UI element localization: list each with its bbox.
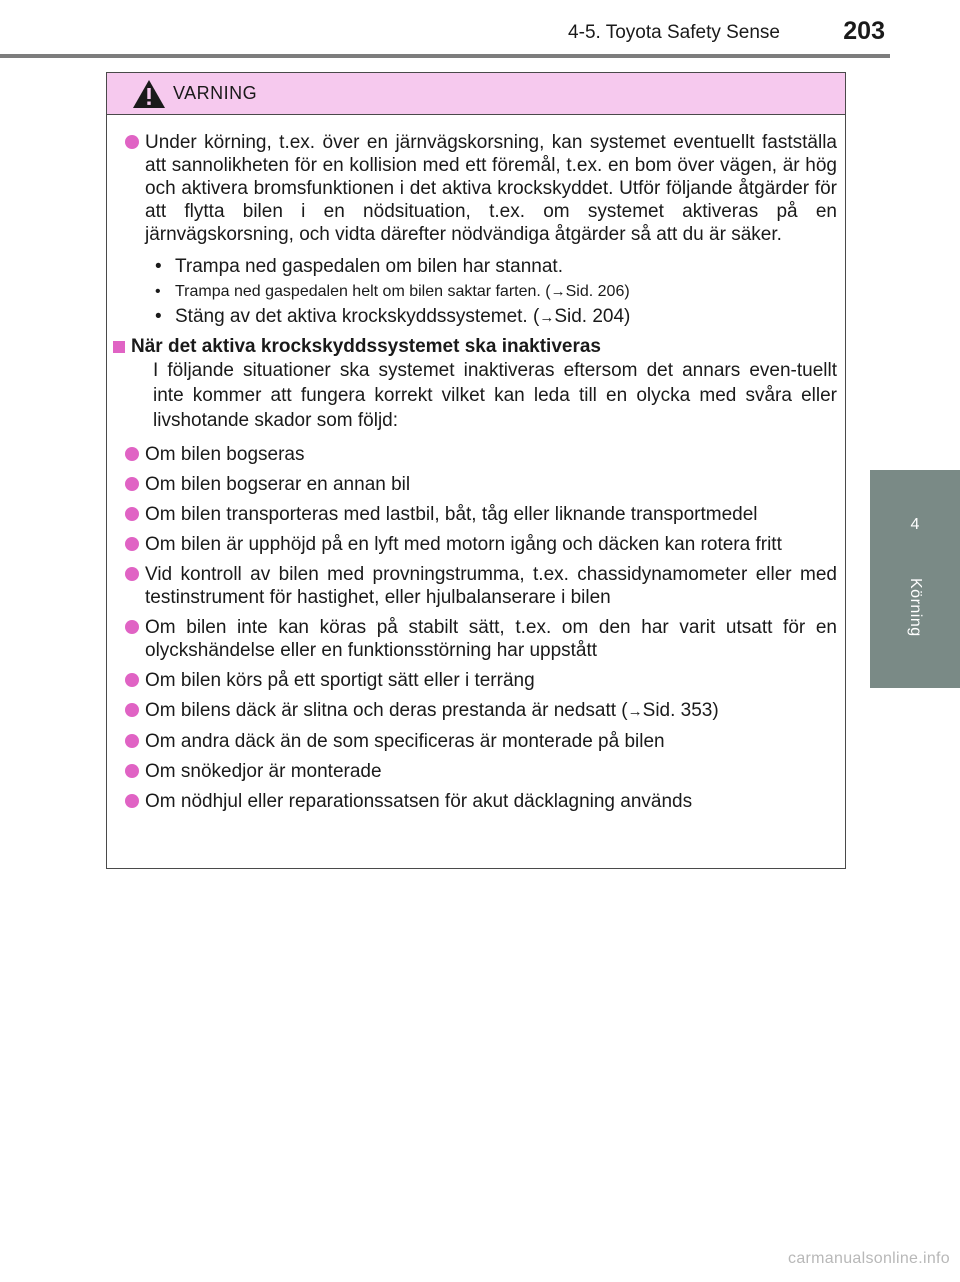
sub-item-text: Stäng av det aktiva krockskyddssystemet. ( xyxy=(175,306,540,327)
bullet-dot-icon xyxy=(125,507,139,521)
page-reference-link[interactable]: Sid. 204) xyxy=(554,306,631,327)
page-number: 203 xyxy=(843,17,885,45)
list-item xyxy=(113,533,837,556)
bullet-dot-icon xyxy=(125,477,139,491)
list-item xyxy=(113,669,837,692)
warning-triangle-icon xyxy=(131,78,167,110)
bullet-dot-icon xyxy=(125,447,139,461)
section-intro: I följande situationer ska systemet inaktiveras eftersom det annars even-tuellt inte kommer att fungera korrekt vilket kan leda till en olycka med svåra eller livshotande skador som följd: xyxy=(153,360,837,431)
bullet-dot-icon xyxy=(125,794,139,808)
arrow-right-icon: → xyxy=(550,283,566,300)
sub-list-item xyxy=(155,279,837,304)
item-text: Om nödhjul eller reparationssatsen för akut däcklagning används xyxy=(145,791,693,812)
page-reference-link[interactable]: Sid. 353) xyxy=(642,700,719,721)
bullet-dot-icon xyxy=(125,673,139,687)
section-heading-text: När det aktiva krockskyddssystemet ska inaktiveras xyxy=(131,336,601,357)
bullet-dot-icon xyxy=(125,734,139,748)
item-text: Om bilen körs på ett sportigt sätt eller i terräng xyxy=(145,670,535,691)
sub-bullet-icon: • xyxy=(155,283,161,300)
chapter-label-wrap xyxy=(870,578,960,658)
watermark: carmanualsonline.info xyxy=(788,1250,950,1267)
situation-list xyxy=(113,443,837,813)
header-rule xyxy=(0,54,890,58)
item-text: Om bilen är upphöjd på en lyft med motorn igång och däcken kan rotera fritt xyxy=(145,534,782,555)
bullet-dot-icon xyxy=(125,567,139,581)
item-text: Om bilen inte kan köras på stabilt sätt, t.ex. om den har varit utsatt för en olyckshändelse eller en funktionsstörning har uppstått xyxy=(145,617,837,661)
square-bullet-icon xyxy=(113,341,125,353)
list-item xyxy=(113,790,837,813)
list-item xyxy=(113,473,837,496)
page-reference-link[interactable]: Sid. 206) xyxy=(565,283,630,300)
warning-body xyxy=(107,115,845,813)
sub-list-item xyxy=(155,254,837,279)
list-item xyxy=(113,131,837,246)
item-text: Om bilen bogserar en annan bil xyxy=(145,474,411,495)
list-item xyxy=(113,730,837,753)
list-item xyxy=(113,563,837,609)
arrow-right-icon: → xyxy=(627,703,643,720)
item-text: Om snökedjor är monterade xyxy=(145,761,382,782)
warning-box xyxy=(106,72,846,869)
sub-list xyxy=(155,254,837,330)
list-item xyxy=(113,503,837,526)
list-item xyxy=(113,699,837,723)
bullet-dot-icon xyxy=(125,764,139,778)
first-item-text: Under körning, t.ex. över en järnvägskorsning, kan systemet eventuellt fastställa att sannolikheten för en kollision med ett föremål, t.ex. en bom över vägen, är hög och aktivera bromsfunktionen i det aktiva krockskyddet. Utför följande åtgärder för att flytta bilen i en nödsituation, t.ex. om systemet aktiveras på en järnvägskorsning, och vidta därefter nödvändiga åtgärder så att du är säker. xyxy=(145,132,837,245)
item-text: Om andra däck än de som specificeras är monterade på bilen xyxy=(145,731,665,752)
sub-bullet-icon: • xyxy=(155,306,162,327)
item-text: Om bilens däck är slitna och deras prestanda är nedsatt ( xyxy=(145,700,628,721)
chapter-number: 4 xyxy=(910,516,920,533)
list-item xyxy=(113,443,837,466)
sub-item-text: Trampa ned gaspedalen om bilen har stannat. xyxy=(175,256,563,277)
list-item xyxy=(113,616,837,662)
sub-item-text: Trampa ned gaspedalen helt om bilen saktar farten. ( xyxy=(175,283,551,300)
bullet-dot-icon xyxy=(125,135,139,149)
section-title: 4-5. Toyota Safety Sense xyxy=(568,22,780,43)
item-text: Om bilen transporteras med lastbil, båt, tåg eller liknande transportmedel xyxy=(145,504,758,525)
section-heading xyxy=(113,336,837,358)
sub-bullet-icon: • xyxy=(155,256,162,277)
arrow-right-icon: → xyxy=(539,309,555,326)
list-item xyxy=(113,760,837,783)
item-text: Om bilen bogseras xyxy=(145,444,305,465)
warning-header xyxy=(107,73,845,115)
chapter-label: Körning xyxy=(907,578,924,637)
warning-label: VARNING xyxy=(173,83,258,103)
item-text: Vid kontroll av bilen med provningstrumma, t.ex. chassidynamometer eller med testinstrument för hastighet, eller hjulbalanserare i bilen xyxy=(145,564,837,608)
bullet-dot-icon xyxy=(125,703,139,717)
sub-list-item xyxy=(155,304,837,330)
bullet-dot-icon xyxy=(125,537,139,551)
bullet-dot-icon xyxy=(125,620,139,634)
